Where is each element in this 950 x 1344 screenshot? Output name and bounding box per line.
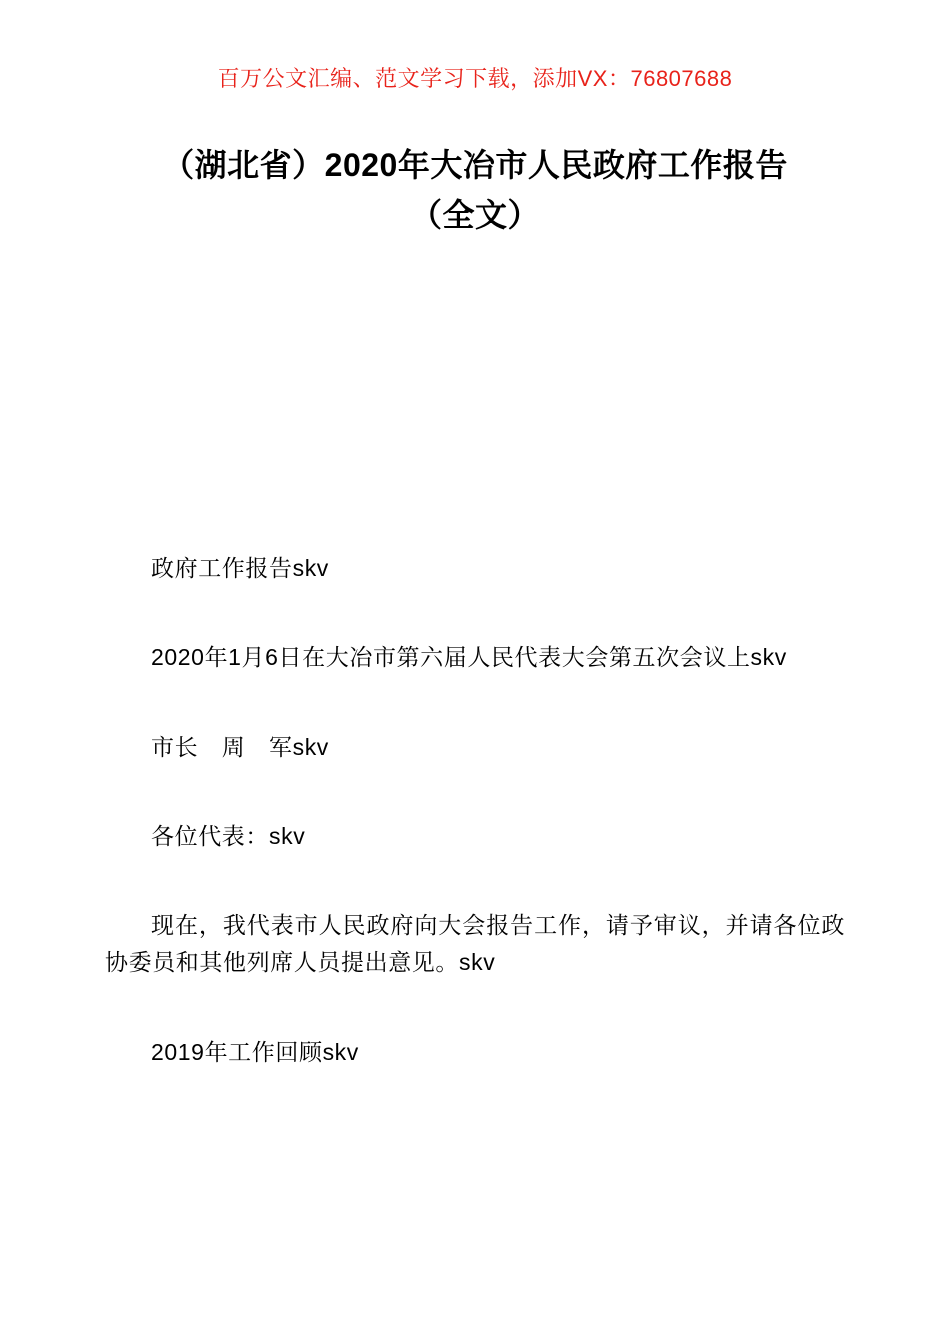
paragraph: 2020年1月6日在大冶市第六届人民代表大会第五次会议上skv xyxy=(151,644,787,671)
document-body xyxy=(105,550,845,1071)
paragraph: 政府工作报告skv xyxy=(151,555,329,582)
promo-banner: 百万公文汇编、范文学习下载，添加VX：76807688 xyxy=(217,66,733,91)
paragraph: 2019年工作回顾skv xyxy=(151,1038,359,1065)
paragraph: 市长 周 军skv xyxy=(151,733,329,760)
page-title: （湖北省）2020年大冶市人民政府工作报告（全文） xyxy=(162,147,788,233)
paragraph: 现在，我代表市人民政府向大会报告工作，请予审议，并请各位政协委员和其他列席人员提出意见。skv xyxy=(105,912,845,976)
paragraph: 各位代表：skv xyxy=(151,822,306,849)
